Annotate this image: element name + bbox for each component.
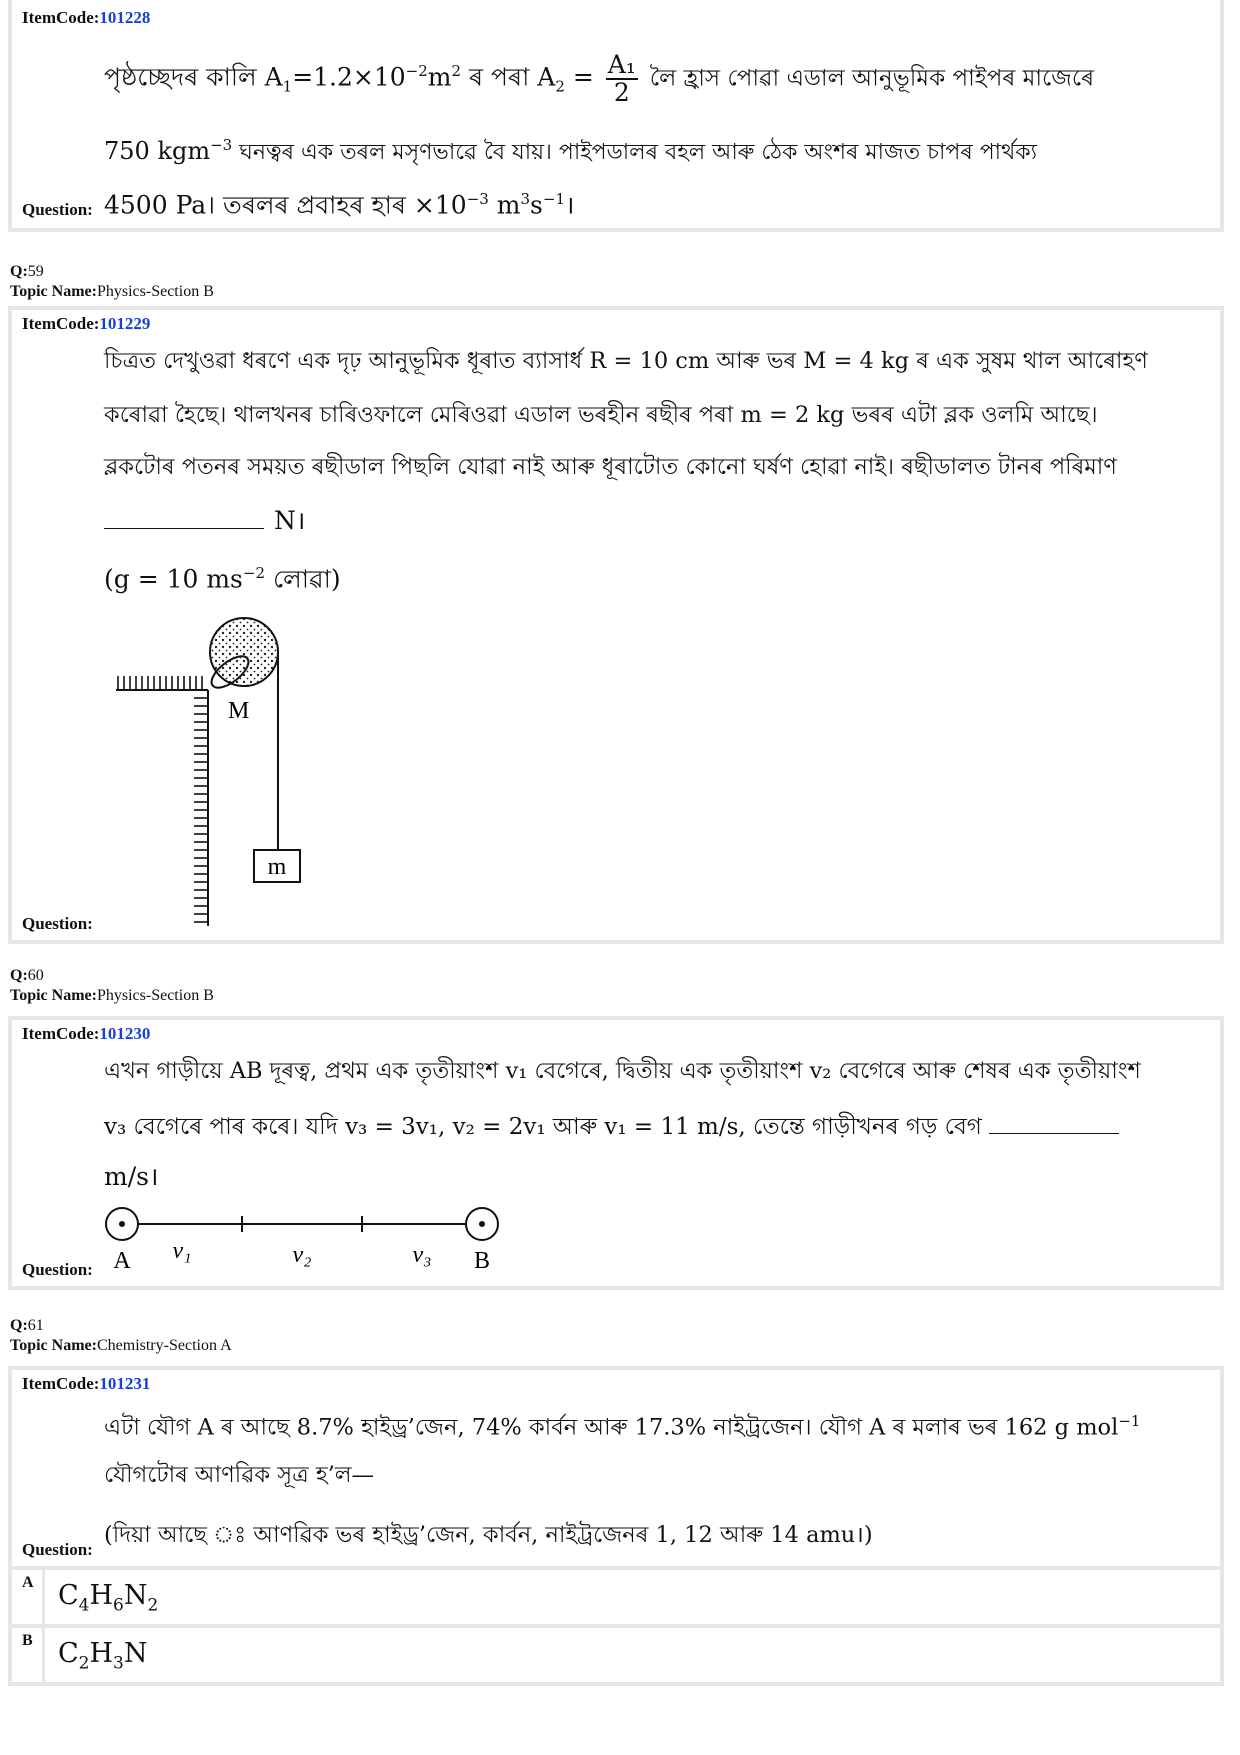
question-meta-60: Q:60 Topic Name:Physics-Section B	[10, 967, 214, 1004]
question-text-line: 750 kgm$^{-3}$ ঘনত্বৰ এক তৰল মসৃণভাৱে বৈ যায়। পাইপডালৰ বহল আৰু ঠেক অংশৰ মাজত চাপৰ পাৰ্থক্য	[104, 136, 1038, 165]
question-text-line: চিত্ৰত দেখুওৱা ধৰণে এক দৃঢ় আনুভূমিক ধূৰাত ব্যাসাৰ্ধ R = 10 cm আৰু ভৰ M = 4 kg ৰ এক সুষম থাল আৰোহণ	[104, 348, 1148, 374]
item-code: ItemCode:101230	[22, 1024, 151, 1043]
question-text-line: (দিয়া আছে ঃ আণৱিক ভৰ হাইড্ৰ’জেন, কাৰ্বন, নাইট্ৰজেনৰ 1, 12 আৰু 14 amu।)	[104, 1522, 873, 1548]
question-label: Question:	[22, 1540, 93, 1559]
question-text-line: এখন গাড়ীয়ে AB দূৰত্ব, প্ৰথম এক তৃতীয়াংশ v₁ বেগেৰে, দ্বিতীয় এক তৃতীয়াংশ v₂ বেগেৰে আৰু শেষৰ এক তৃতীয়াংশ	[104, 1058, 1141, 1084]
answer-blank	[104, 527, 264, 529]
question-text-line: এটা যৌগ A ৰ আছে 8.7% হাইড্ৰ’জেন, 74% কাৰ্বন আৰু 17.3% নাইট্ৰজেন। যৌগ A ৰ মলাৰ ভৰ 162 g mol$^{-1}$	[104, 1412, 1141, 1441]
option-letter: A	[22, 1574, 34, 1591]
question-label: Question:	[22, 1260, 93, 1279]
question-card-59	[8, 306, 1224, 944]
question-label: Question:	[22, 200, 93, 219]
question-text-line: (g = 10 $ms^{-2}$ লোৱা)	[104, 564, 341, 594]
label-m: m	[267, 854, 287, 880]
label-a: A	[113, 1248, 131, 1274]
question-text-line: N।	[104, 504, 305, 538]
distance-diagram	[104, 1206, 504, 1286]
pulley-diagram	[102, 610, 342, 930]
question-meta-59: Q:59 Topic Name:Physics-Section B	[10, 263, 214, 300]
option-a[interactable]	[8, 1570, 1224, 1628]
question-card-61	[8, 1366, 1224, 1570]
label-v2: v₂	[292, 1242, 312, 1268]
question-text-line: m/s।	[104, 1162, 159, 1191]
item-code: ItemCode:101228	[22, 8, 151, 27]
question-card-60	[8, 1016, 1224, 1290]
fraction: $\frac{\text{A₁}}{2}$	[607, 50, 636, 107]
option-letter: B	[22, 1632, 33, 1649]
option-b[interactable]	[8, 1628, 1224, 1686]
label-M: M	[228, 698, 250, 724]
option-text: $C_2H_3N$	[58, 1638, 148, 1674]
wall-support	[194, 690, 208, 926]
question-meta-61: Q:61 Topic Name:Chemistry-Section A	[10, 1317, 232, 1354]
option-text: $C_4H_6N_2$	[58, 1580, 159, 1616]
pulley-disc	[210, 618, 278, 686]
question-label: Question:	[22, 914, 93, 933]
question-text-line: পৃষ্ঠচ্ছেদৰ কালি $A_1=1.2\times 10^{-2}m^2$ ৰ পৰা $A_2$ = $\frac{\text{A₁}}{2}$ লৈ হ্ৰাস পোৱা এডাল আনুভূমিক পাইপৰ মাজেৰে	[104, 50, 1095, 107]
label-v3: v₃	[412, 1242, 432, 1268]
answer-blank	[989, 1132, 1119, 1134]
question-text-line: v₃ বেগেৰে পাৰ কৰে। যদি v₃ = 3v₁, v₂ = 2v₁ আৰু v₁ = 11 m/s, তেন্তে গাড়ীখনৰ গড় বেগ	[104, 1110, 1129, 1144]
question-text-line: 4500 Pa। তৰলৰ প্ৰবাহৰ হাৰ $\times 10^{-3}$ $m^3s^{-1}।$	[104, 190, 575, 220]
item-code: ItemCode:101229	[22, 314, 151, 333]
question-text-line: কৰোৱা হৈছে। থালখনৰ চাৰিওফালে মেৰিওৱা এডাল ভৰহীন ৰছীৰ পৰা m = 2 kg ভৰৰ এটা ব্লক ওলমি আছে।	[104, 402, 1098, 428]
question-text-line: ব্লকটোৰ পতনৰ সময়ত ৰছীডাল পিছলি যোৱা নাই আৰু ধূৰাটোত কোনো ঘৰ্ষণ হোৱা নাই। ৰছীডালত টানৰ পৰিমাণ	[104, 454, 1117, 480]
question-card-58	[8, 0, 1224, 232]
ceiling-support	[116, 676, 208, 690]
label-b: B	[473, 1248, 491, 1274]
label-v1: v₁	[172, 1238, 192, 1264]
question-text-line: যৌগটোৰ আণৱিক সূত্ৰ হ’ল—	[104, 1462, 375, 1488]
item-code: ItemCode:101231	[22, 1374, 151, 1393]
